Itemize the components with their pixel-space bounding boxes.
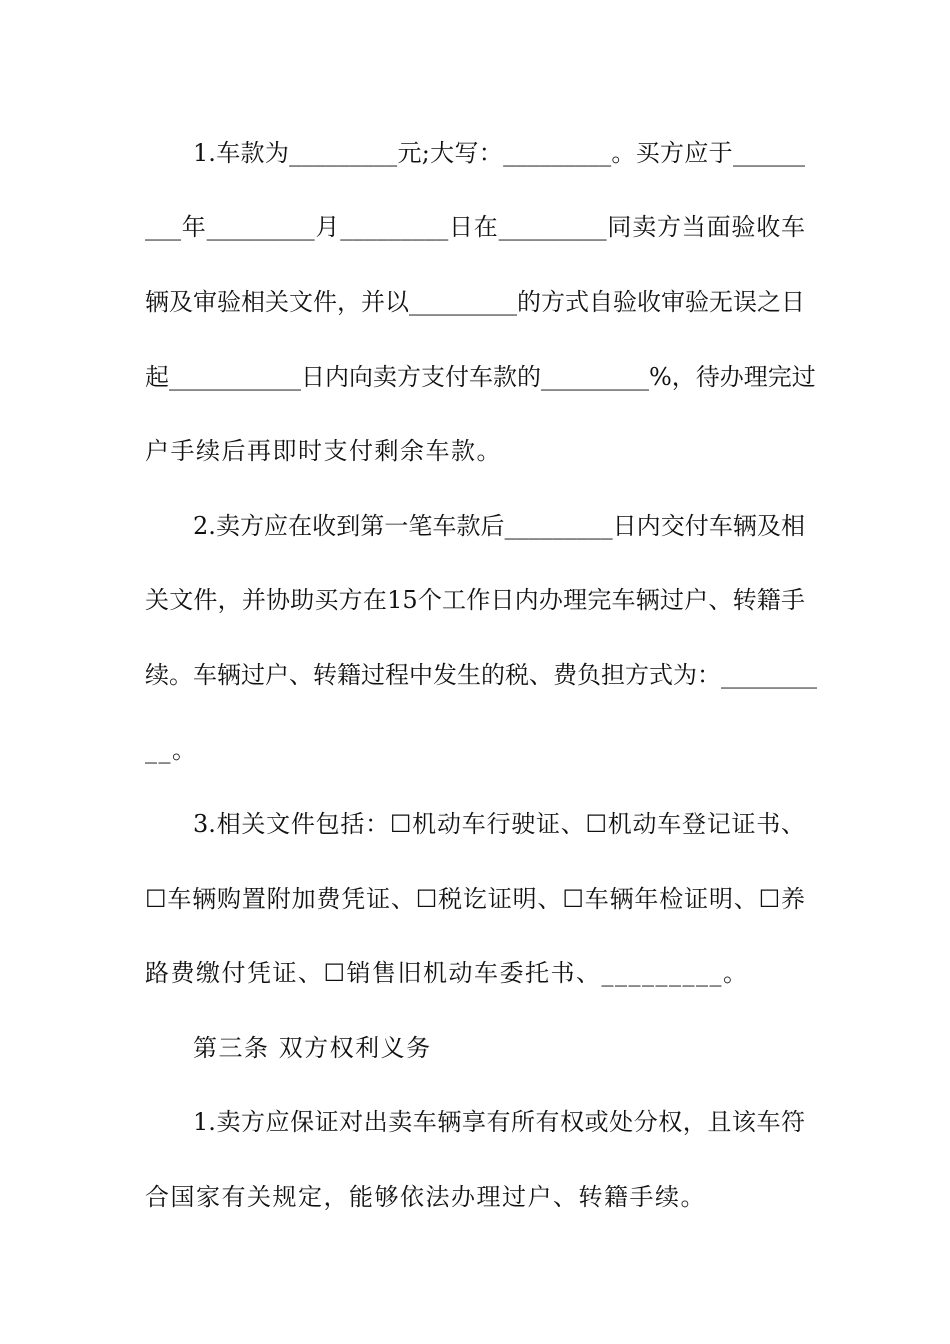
text-line: 1.卖方应保证对出卖车辆享有所有权或处分权，且该车符 [193, 1108, 805, 1136]
text-line: __。 [145, 736, 198, 764]
text-line: 3.相关文件包括：☐机动车行驶证、☐机动车登记证书、 [193, 810, 805, 838]
text-line: 续。车辆过户、转籍过程中发生的税、费负担方式为：________ [145, 661, 817, 689]
text-line: 户手续后再即时支付剩余车款。 [145, 437, 502, 465]
section-heading: 第三条 双方权利义务 [193, 1034, 432, 1062]
text-line: 1.车款为_________元;大写：_________。买方应于______ [193, 139, 805, 167]
text-line: 起___________日内向卖方支付车款的_________%，待办理完过 [145, 363, 816, 391]
text-line: ☐车辆购置附加费凭证、☐税讫证明、☐车辆年检证明、☐养 [145, 885, 805, 913]
text-line: 路费缴付凭证、☐销售旧机动车委托书、_________。 [145, 959, 749, 987]
text-line: 辆及审验相关文件，并以_________的方式自验收审验无误之日 [145, 288, 805, 316]
text-line: 合国家有关规定，能够依法办理过户、转籍手续。 [145, 1183, 706, 1211]
text-line: 关文件，并协助买方在15个工作日内办理完车辆过户、转籍手 [145, 586, 805, 614]
text-line: ___年_________月_________日在_________同卖方当面验收车 [145, 213, 805, 241]
text-line: 2.卖方应在收到第一笔车款后_________日内交付车辆及相 [193, 512, 805, 540]
